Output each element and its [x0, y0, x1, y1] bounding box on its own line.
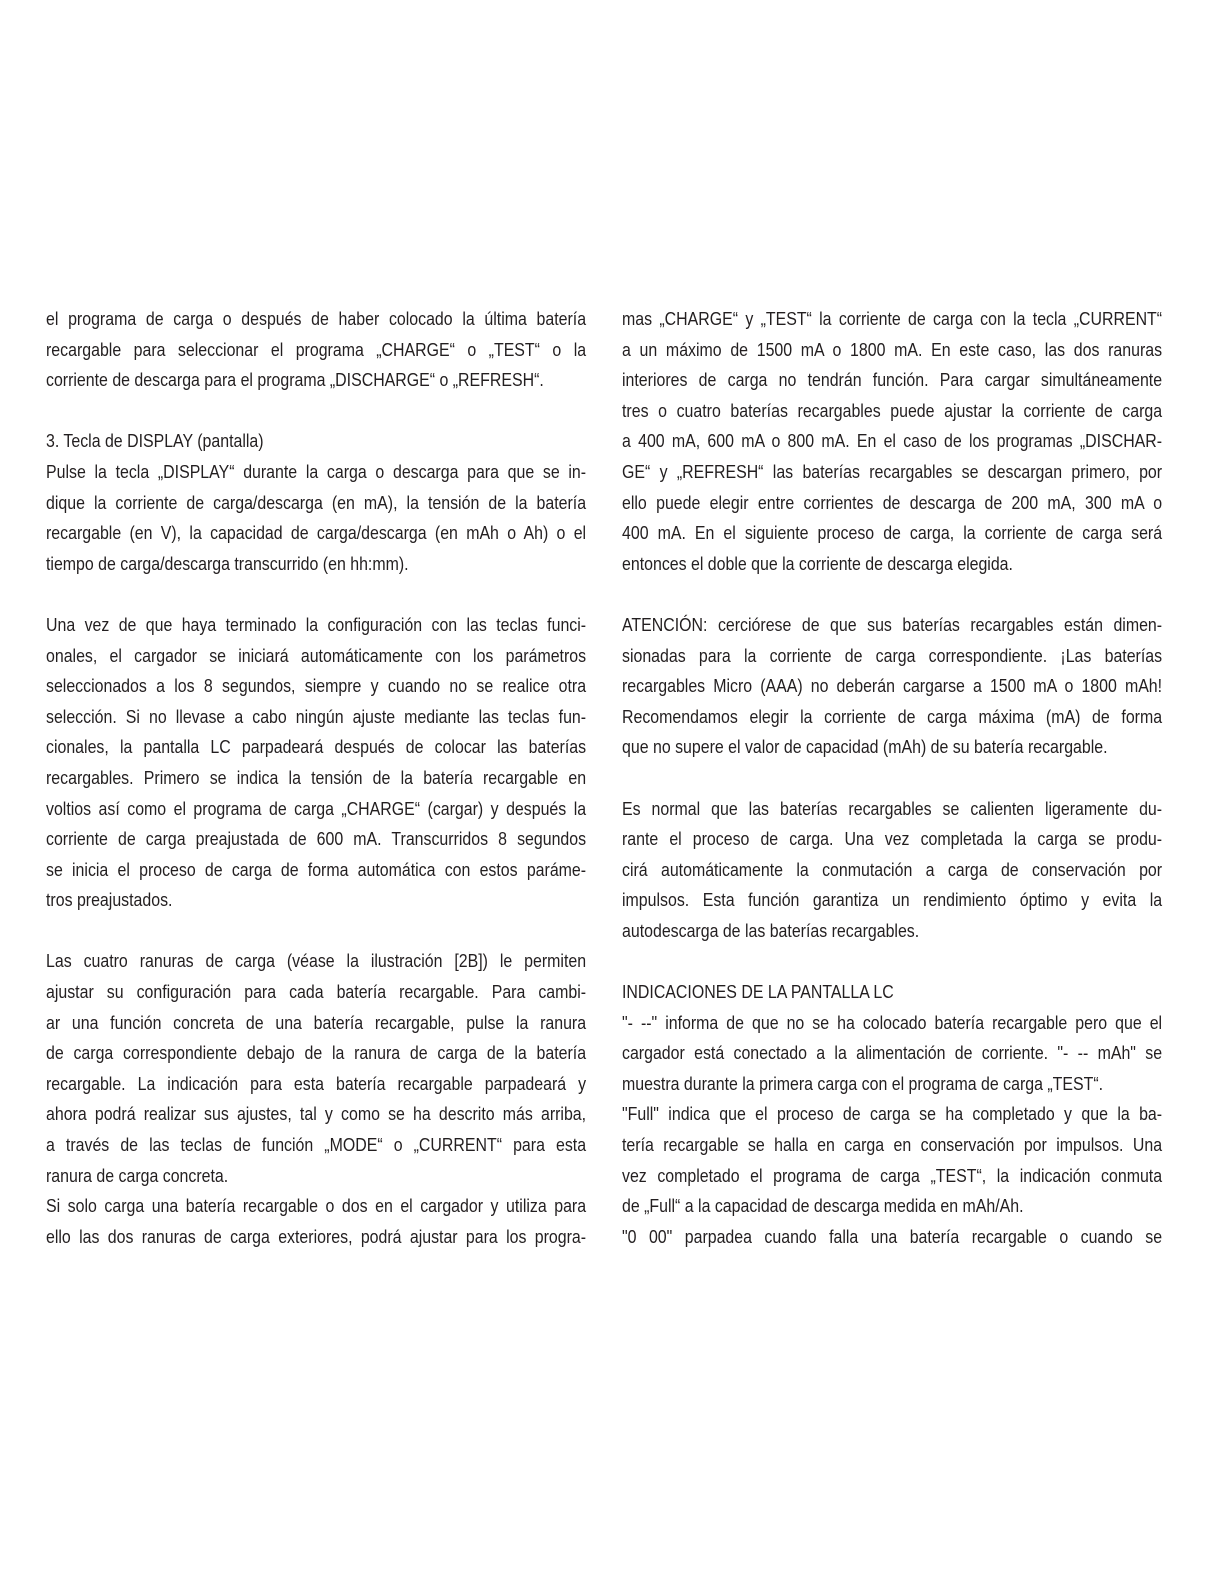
- text-line: tres o cuatro baterías recargables puede ajustar la corriente de carga: [622, 399, 1163, 421]
- text-line: tiempo de carga/descarga transcurrido (en hh:mm).: [46, 552, 409, 574]
- text-line: tería recargable se halla en carga en conservación por impulsos. Una: [622, 1134, 1163, 1156]
- paragraph-charge-current: [622, 304, 1162, 579]
- left-column: [46, 304, 586, 1252]
- text-line: "0 00" parpadea cuando falla una batería recargable o cuando se: [622, 1225, 1163, 1247]
- text-line: vez completado el programa de carga „TEST“, la indicación conmuta: [622, 1164, 1163, 1186]
- text-line: rante el proceso de carga. Una vez completada la carga se produ-: [622, 828, 1163, 850]
- text-line: recargable. La indicación para esta batería recargable parpadeará y: [46, 1072, 587, 1094]
- text-line: "- --" informa de que no se ha colocado batería recargable pero que el: [622, 1011, 1163, 1033]
- text-line: recargable (en V), la capacidad de carga/descarga (en mAh o Ah) o el: [46, 522, 587, 544]
- text-line: interiores de carga no tendrán función. Para cargar simultáneamente: [622, 369, 1163, 391]
- text-line: ranura de carga concreta.: [46, 1164, 229, 1186]
- text-line: 400 mA. En el siguiente proceso de carga, la corriente de carga será: [622, 522, 1163, 544]
- text-line: Si solo carga una batería recargable o dos en el cargador y utiliza para: [46, 1195, 587, 1217]
- paragraph-charging-slots: [46, 946, 586, 1191]
- text-line: GE“ y „REFRESH“ las baterías recargables se descargan primero, por: [622, 460, 1163, 482]
- text-line: ajustar su configuración para cada batería recargable. Para cambi-: [46, 981, 587, 1003]
- text-line: el programa de carga o después de haber colocado la última batería: [46, 308, 587, 329]
- section-heading-lc-display: INDICACIONES DE LA PANTALLA LC: [622, 981, 894, 1003]
- text-line: recargable para seleccionar el programa „CHARGE“ o „TEST“ o la: [46, 338, 587, 360]
- text-line: cargador está conectado a la alimentación de corriente. "- -- mAh" se: [622, 1042, 1163, 1064]
- text-line: sionadas para la corriente de carga correspondiente. ¡Las baterías: [622, 644, 1163, 666]
- text-line: Una vez de que haya terminado la configuración con las teclas funci-: [46, 613, 587, 635]
- text-line: a un máximo de 1500 mA o 1800 mA. En este caso, las dos ranuras: [622, 338, 1163, 360]
- text-line: ATENCIÓN: cerciórese de que sus baterías recargables están dimen-: [622, 613, 1163, 635]
- text-line: ahora podrá realizar sus ajustes, tal y como se ha descrito más arriba,: [46, 1103, 587, 1125]
- text-line: dique la corriente de carga/descarga (en mA), la tensión de la batería: [46, 491, 587, 513]
- text-line: Es normal que las baterías recargables se calienten ligeramente du-: [622, 797, 1163, 819]
- text-line: autodescarga de las baterías recargables.: [622, 919, 920, 941]
- section-heading-display: 3. Tecla de DISPLAY (pantalla): [46, 430, 264, 452]
- text-line: voltios así como el programa de carga „CHARGE“ (cargar) y después la: [46, 797, 587, 819]
- text-line: cirá automáticamente la conmutación a carga de conservación por: [622, 858, 1163, 880]
- text-line: Recomendamos elegir la corriente de carga máxima (mA) de forma: [622, 705, 1163, 727]
- paragraph-attention: [622, 610, 1162, 763]
- text-line: recargables. Primero se indica la tensión de la batería recargable en: [46, 766, 587, 788]
- text-line: onales, el cargador se iniciará automáticamente con los parámetros: [46, 644, 587, 666]
- text-line: Las cuatro ranuras de carga (véase la ilustración [2B]) le permiten: [46, 950, 587, 972]
- text-line: se inicia el proceso de carga de forma automática con estos paráme-: [46, 858, 587, 880]
- section-lc-display-indications: [622, 977, 1162, 1252]
- right-column: [622, 304, 1162, 1252]
- text-line: tros preajustados.: [46, 889, 173, 911]
- section-display-key: [46, 426, 586, 579]
- text-line: entonces el doble que la corriente de descarga elegida.: [622, 552, 1013, 574]
- text-line: de carga correspondiente debajo de la ranura de carga de la batería: [46, 1042, 587, 1064]
- paragraph-auto-start: [46, 610, 586, 916]
- text-line: seleccionados a los 8 segundos, siempre y cuando no se realice otra: [46, 675, 587, 697]
- paragraph-program-selection-end: [46, 304, 586, 396]
- text-line: de „Full“ a la capacidad de descarga medida en mAh/Ah.: [622, 1195, 1024, 1217]
- text-line: impulsos. Esta función garantiza un rendimiento óptimo y evita la: [622, 889, 1163, 911]
- text-line: cionales, la pantalla LC parpadeará después de colocar las baterías: [46, 736, 587, 758]
- text-line: recargables Micro (AAA) no deberán cargarse a 1500 mA o 1800 mAh!: [622, 675, 1163, 697]
- text-line: Pulse la tecla „DISPLAY“ durante la carga o descarga para que se in-: [46, 460, 587, 482]
- text-line: ar una función concreta de una batería recargable, pulse la ranura: [46, 1011, 587, 1033]
- text-line: muestra durante la primera carga con el programa de carga „TEST“.: [622, 1072, 1104, 1094]
- text-line: ello las dos ranuras de carga exteriores, podrá ajustar para los progra-: [46, 1225, 587, 1247]
- text-line: ello puede elegir entre corrientes de descarga de 200 mA, 300 mA o: [622, 491, 1163, 513]
- text-line: a 400 mA, 600 mA o 800 mA. En el caso de los programas „DISCHAR-: [622, 430, 1163, 452]
- text-line: "Full" indica que el proceso de carga se ha completado y que la ba-: [622, 1103, 1163, 1125]
- text-line: selección. Si no llevase a cabo ningún ajuste mediante las teclas fun-: [46, 705, 587, 727]
- text-line: corriente de carga preajustada de 600 mA. Transcurridos 8 segundos: [46, 828, 587, 850]
- text-line: que no supere el valor de capacidad (mAh) de su batería recargable.: [622, 736, 1108, 758]
- paragraph-outer-slots: [46, 1191, 586, 1252]
- text-line: corriente de descarga para el programa „DISCHARGE“ o „REFRESH“.: [46, 369, 544, 391]
- paragraph-heating: [622, 794, 1162, 947]
- text-line: mas „CHARGE“ y „TEST“ la corriente de carga con la tecla „CURRENT“: [622, 308, 1163, 329]
- text-line: a través de las teclas de función „MODE“ o „CURRENT“ para esta: [46, 1134, 587, 1156]
